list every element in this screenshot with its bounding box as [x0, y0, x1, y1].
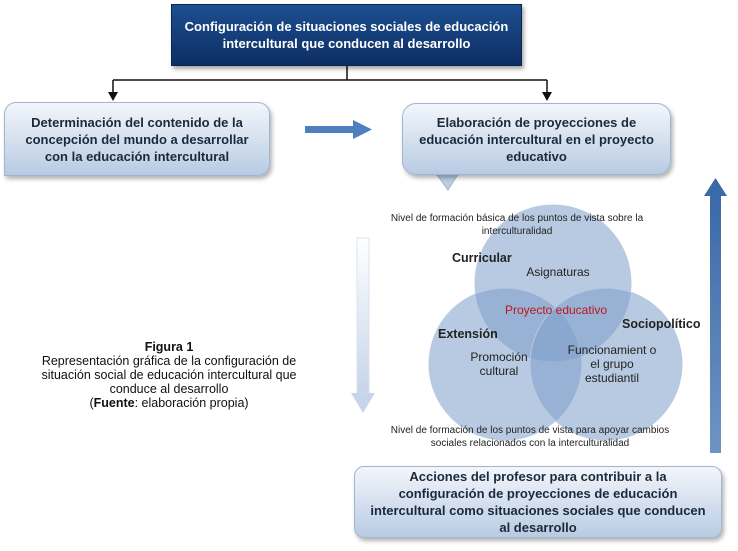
caption-line: Representación gráfica de la configuración de situación social de educación intercultural que conduce al desarrollo — [41, 354, 297, 396]
down-arrow — [351, 238, 375, 413]
right-box-text: Elaboración de proyecciones de educación intercultural en el proyecto educativo — [419, 114, 654, 164]
bottom-box — [354, 466, 722, 538]
top-box-text: Configuración de situaciones sociales de educación intercultural que conducen al desarrollo — [184, 19, 509, 51]
caption-source-rest: : elaboración propia) — [134, 396, 249, 410]
left-box-text: Determinación del contenido de la concepción del mundo a desarrollar con la educación intercultural — [25, 114, 249, 164]
top-box — [171, 4, 522, 66]
figure-caption — [28, 340, 310, 410]
caption-source-prefix: ( — [89, 396, 94, 410]
right-box — [402, 103, 671, 175]
label-proyecto-educativo: Proyecto educativo — [504, 303, 608, 317]
label-extension: Extensión — [438, 327, 498, 341]
right-arrow — [305, 120, 372, 139]
caption-source — [28, 396, 310, 410]
up-arrow — [704, 178, 727, 453]
caption-source-bold: Fuente — [93, 396, 135, 410]
left-box — [4, 102, 270, 176]
caption-title: Figura 1 — [144, 340, 194, 354]
venn-bottom-note: Nivel de formación de los puntos de vista para apoyar cambios sociales relacionados con la interculturalidad — [390, 425, 670, 449]
venn-top-note: Nivel de formación básica de los puntos de vista sobre la interculturalidad — [390, 213, 644, 237]
label-sociopolitico: Sociopolítico — [622, 317, 701, 331]
label-funcionamiento: Funcionamient o el grupo estudiantil — [567, 343, 657, 385]
label-asignaturas: Asignaturas — [526, 265, 590, 279]
bottom-box-text: Acciones del profesor para contribuir a la configuración de proyecciones de educación intercultural como situaciones sociales que conducen al desarrollo — [370, 469, 706, 535]
label-promocion-cultural: Promoción cultural — [470, 350, 528, 378]
label-curricular: Curricular — [452, 251, 512, 265]
top-connector — [108, 66, 552, 101]
